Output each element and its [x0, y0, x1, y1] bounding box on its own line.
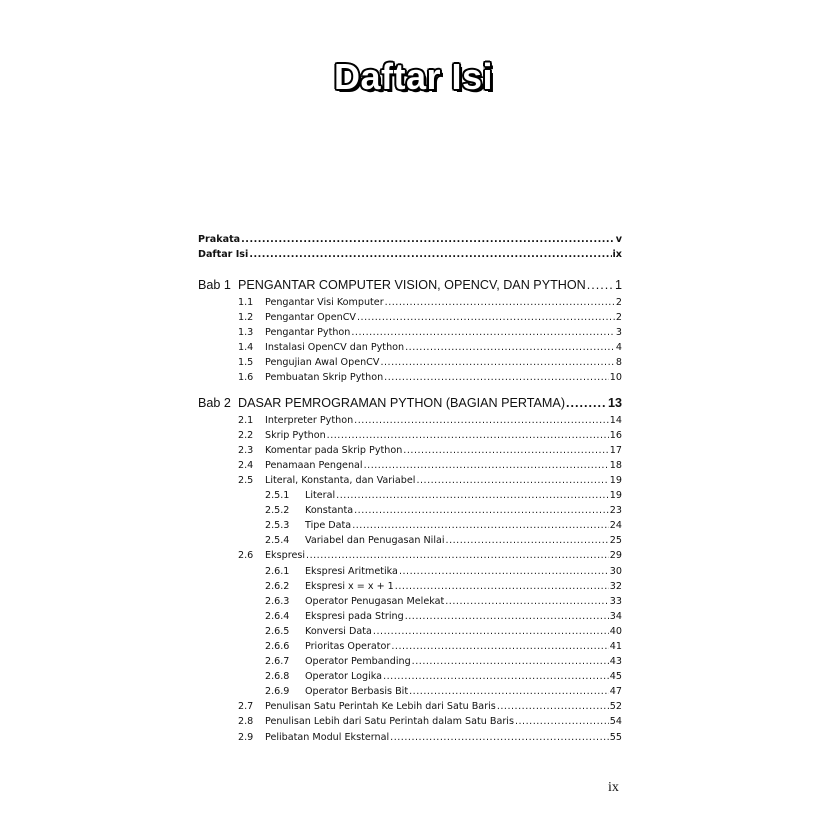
dot-leader: [403, 445, 608, 456]
subsection-title: Operator Berbasis Bit: [305, 686, 409, 698]
subsection-number: 2.6.7: [265, 656, 290, 668]
subsection-page: 33: [609, 595, 622, 607]
toc-subsection: [198, 611, 622, 626]
toc-section: [198, 327, 622, 342]
section-number: 1.4: [238, 342, 254, 354]
page-number: ix: [608, 780, 619, 795]
dot-leader: [354, 505, 609, 516]
toc-section: [198, 460, 622, 475]
subsection-number: 2.6.3: [265, 595, 290, 607]
toc-entry-page: v: [615, 234, 622, 245]
subsection-page: 41: [609, 640, 622, 652]
dot-leader: [446, 535, 609, 546]
subsection-page: 32: [609, 580, 622, 592]
dot-leader: [445, 596, 609, 607]
dot-leader: [354, 415, 609, 426]
toc-subsection: [198, 641, 622, 656]
toc-subsection: [198, 520, 622, 535]
toc-section: [198, 415, 622, 430]
subsection-title: Operator Logika: [305, 671, 383, 683]
section-number: 2.3: [238, 444, 254, 456]
section-page: 14: [609, 414, 622, 426]
toc-subsection: [198, 686, 622, 701]
toc-subsection: [198, 505, 622, 520]
dot-leader: [391, 641, 608, 652]
subsection-page: 34: [609, 610, 622, 622]
subsection-number: 2.6.8: [265, 671, 290, 683]
section-number: 2.9: [238, 731, 254, 743]
dot-leader: [395, 581, 609, 592]
section-page: 18: [609, 459, 622, 471]
dot-leader: [380, 357, 614, 368]
section-page: 2: [615, 312, 622, 324]
chapter-heading: [198, 278, 586, 292]
subsection-page: 19: [609, 490, 622, 502]
subsection-number: 2.6.5: [265, 625, 290, 637]
toc-subsection: [198, 490, 622, 505]
table-of-contents: [198, 234, 622, 747]
dot-leader: [515, 716, 609, 727]
dot-leader: [249, 249, 611, 260]
subsection-title: Konversi Data: [305, 625, 372, 637]
subsection-number: 2.6.1: [265, 565, 290, 577]
toc-section: [198, 430, 622, 445]
subsection-title: Konstanta: [305, 505, 354, 517]
dot-leader: [497, 701, 609, 712]
toc-section: [198, 312, 622, 327]
section-page: 4: [615, 342, 622, 354]
toc-section: [198, 701, 622, 716]
toc-section: [198, 716, 622, 731]
toc-entry-title: Daftar Isi: [198, 249, 249, 260]
section-title: Ekspresi: [265, 550, 306, 562]
section-number: 2.6: [238, 550, 254, 562]
dot-leader: [357, 312, 615, 323]
section-number: 1.5: [238, 357, 254, 369]
dot-leader: [399, 566, 609, 577]
subsection-number: 2.5.4: [265, 535, 290, 547]
subsection-page: 23: [609, 505, 622, 517]
section-page: 54: [609, 716, 622, 728]
chapter-number: Bab 2: [198, 395, 231, 410]
toc-section: [198, 732, 622, 747]
page-title: Daftar Isi: [333, 56, 494, 97]
dot-leader: [364, 460, 609, 471]
section-number: 1.2: [238, 312, 254, 324]
chapter-page: 13: [607, 395, 622, 410]
toc-front-prakata: [198, 234, 622, 249]
toc-section: [198, 372, 622, 387]
section-title: Penulisan Lebih dari Satu Perintah dalam Satu Baris: [265, 716, 514, 728]
dot-leader: [409, 686, 609, 697]
dot-leader: [336, 490, 609, 501]
section-title: Interpreter Python: [265, 414, 354, 426]
section-page: 3: [615, 327, 622, 339]
section-number: 1.6: [238, 372, 254, 384]
toc-chapter-2: [198, 396, 622, 415]
toc-section: [198, 297, 622, 312]
chapter-page: 1: [614, 278, 622, 292]
subsection-number: 2.6.4: [265, 610, 290, 622]
toc-subsection: [198, 671, 622, 686]
toc-section: [198, 445, 622, 460]
subsection-page: 40: [609, 625, 622, 637]
section-page: 2: [615, 297, 622, 308]
section-page: 52: [609, 701, 622, 713]
toc-subsection: [198, 596, 622, 611]
subsection-page: 47: [609, 686, 622, 698]
section-page: 8: [615, 357, 622, 369]
toc-chapter-1: [198, 278, 622, 297]
toc-subsection: [198, 656, 622, 671]
subsection-number: 2.5.3: [265, 520, 290, 532]
subsection-number: 2.6.2: [265, 580, 290, 592]
toc-subsection: [198, 535, 622, 550]
toc-section: [198, 342, 622, 357]
chapter-number: Bab 1: [198, 278, 231, 292]
toc-subsection: [198, 566, 622, 581]
subsection-title: Operator Pembanding: [305, 656, 411, 668]
chapter-title: PENGANTAR COMPUTER VISION, OPENCV, DAN PYTHON: [238, 278, 586, 292]
dot-leader: [327, 430, 609, 441]
section-title: Pelibatan Modul Eksternal: [265, 731, 390, 743]
section-number: 2.1: [238, 414, 254, 426]
subsection-title: Ekspresi pada String: [305, 610, 404, 622]
section-title: Literal, Konstanta, dan Variabel: [265, 474, 416, 486]
section-page: 19: [609, 474, 622, 486]
dot-leader: [241, 234, 615, 245]
toc-subsection: [198, 626, 622, 641]
section-page: 10: [609, 372, 622, 384]
toc-entry-title: Prakata: [198, 234, 241, 245]
toc-section: [198, 357, 622, 372]
subsection-number: 2.5.1: [265, 490, 290, 502]
section-number: 2.7: [238, 701, 254, 713]
section-title: Pengujian Awal OpenCV: [265, 357, 380, 369]
dot-leader: [385, 297, 615, 308]
subsection-page: 25: [609, 535, 622, 547]
section-title: Pengantar OpenCV: [265, 312, 356, 324]
subsection-title: Ekspresi x = x + 1: [305, 580, 394, 592]
dot-leader: [587, 278, 614, 292]
subsection-title: Literal: [305, 490, 336, 502]
dot-leader: [306, 550, 609, 561]
toc-entry-page: ix: [612, 249, 622, 260]
dot-leader: [405, 611, 609, 622]
section-page: 29: [609, 550, 622, 562]
dot-leader: [405, 342, 615, 353]
section-title: Instalasi OpenCV dan Python: [265, 342, 405, 354]
chapter-title: DASAR PEMROGRAMAN PYTHON (BAGIAN PERTAMA): [238, 395, 566, 410]
subsection-page: 43: [609, 656, 622, 668]
section-title: Skrip Python: [265, 429, 326, 441]
subsection-page: 45: [609, 671, 622, 683]
subsection-title: Variabel dan Penugasan Nilai: [305, 535, 445, 547]
subsection-title: Operator Penugasan Melekat: [305, 595, 445, 607]
dot-leader: [416, 475, 608, 486]
section-title: Penulisan Satu Perintah Ke Lebih dari Satu Baris: [265, 701, 496, 713]
subsection-title: Ekspresi Aritmetika: [305, 565, 398, 577]
section-number: 2.2: [238, 429, 254, 441]
subsection-number: 2.6.9: [265, 686, 290, 698]
section-number: 2.8: [238, 716, 254, 728]
subsection-page: 24: [609, 520, 622, 532]
dot-leader: [566, 396, 607, 410]
subsection-number: 2.6.6: [265, 640, 290, 652]
section-number: 2.5: [238, 474, 254, 486]
toc-front-daftar-isi: [198, 249, 622, 264]
toc-section: [198, 475, 622, 490]
section-title: Pengantar Visi Komputer: [265, 297, 384, 308]
section-page: 17: [609, 444, 622, 456]
subsection-title: Prioritas Operator: [305, 640, 391, 652]
section-title: Pembuatan Skrip Python: [265, 372, 384, 384]
dot-leader: [352, 520, 609, 531]
section-page: 55: [609, 731, 622, 743]
dot-leader: [351, 327, 615, 338]
section-page: 16: [609, 429, 622, 441]
section-number: 2.4: [238, 459, 254, 471]
chapter-heading: [198, 396, 565, 410]
toc-subsection: [198, 581, 622, 596]
dot-leader: [384, 372, 609, 383]
section-title: Pengantar Python: [265, 327, 351, 339]
dot-leader: [390, 732, 609, 743]
section-number: 1.1: [238, 297, 254, 308]
subsection-number: 2.5.2: [265, 505, 290, 517]
toc-section: [198, 550, 622, 565]
dot-leader: [383, 671, 609, 682]
dot-leader: [373, 626, 609, 637]
subsection-page: 30: [609, 565, 622, 577]
section-title: Penamaan Pengenal: [265, 459, 363, 471]
section-title: Komentar pada Skrip Python: [265, 444, 403, 456]
subsection-title: Tipe Data: [305, 520, 352, 532]
section-number: 1.3: [238, 327, 254, 339]
dot-leader: [412, 656, 609, 667]
